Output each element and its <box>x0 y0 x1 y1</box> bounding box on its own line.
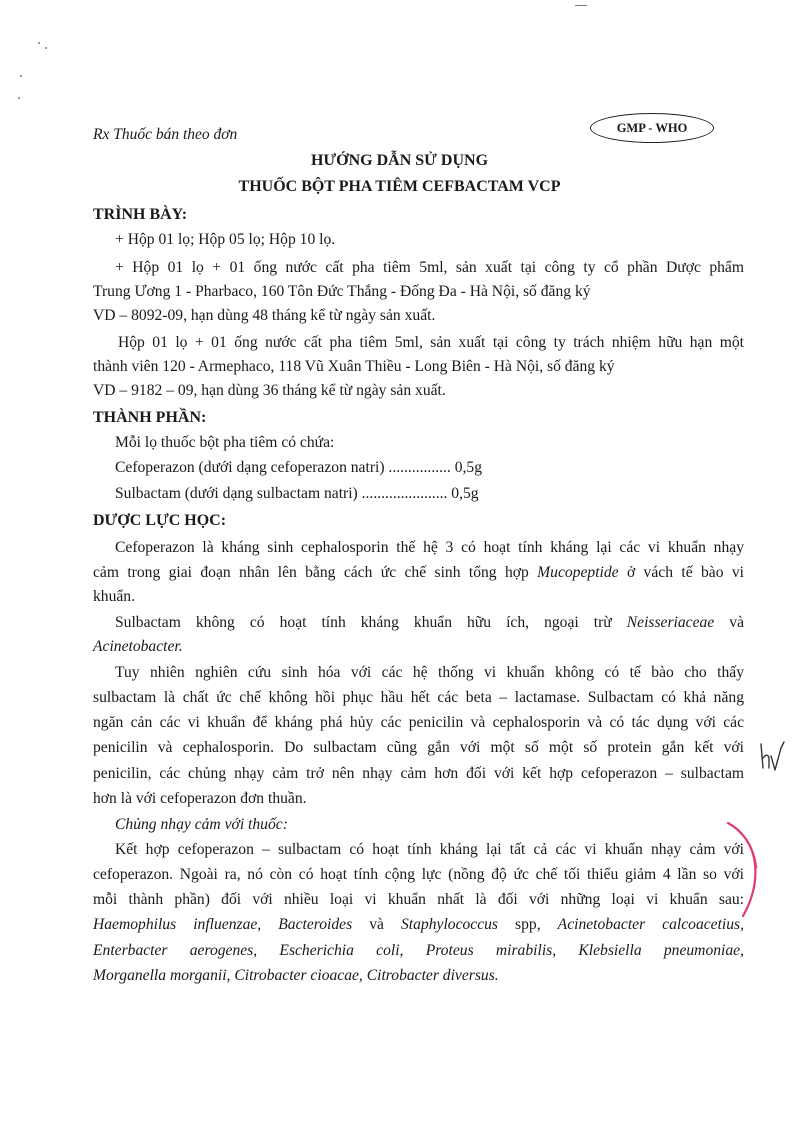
ingredient-sulbactam: Sulbactam (dưới dạng sulbactam natri) ...................... 0,5g <box>115 485 479 502</box>
section-heading-trinh-bay: TRÌNH BÀY: <box>93 206 188 223</box>
pink-pen-mark <box>725 820 765 920</box>
text-run: Sulbactam không có hoạt tính kháng khuẩn hữu ích, ngoại trừ <box>115 614 627 631</box>
text-line: sulbactam là chất ức chế không hồi phục hầu hết các beta – lactamase. Sulbactam có khả năng <box>93 689 744 706</box>
text-line: Cefoperazon là kháng sinh cephalosporin thế hệ 3 có hoạt tính kháng lại các vi khuẩn nhạy <box>115 539 744 556</box>
text-line: Hộp 01 lọ + 01 ống nước cất pha tiêm 5ml, sản xuất tại công ty trách nhiệm hữu hạn một <box>118 334 744 351</box>
text-line: thành viên 120 - Armephaco, 118 Vũ Xuân Thiều - Long Biên - Hà Nội, số đăng ký <box>93 358 615 375</box>
scan-speck <box>20 75 22 77</box>
section-heading-thanh-phan: THÀNH PHẦN: <box>93 409 207 426</box>
text-run: spp, <box>498 916 558 933</box>
text-line: + Hộp 01 lọ + 01 ống nước cất pha tiêm 5ml, sản xuất tại công ty cổ phần Dược phẩm <box>115 259 744 276</box>
text-line: cefoperazon. Ngoài ra, nó còn có hoạt tính cộng lực (nồng độ ức chế tối thiểu giảm 4 lần so với <box>93 866 744 883</box>
text-run-italic: Staphylococcus <box>401 916 498 933</box>
scan-speck <box>18 97 20 99</box>
text-run-italic: Neisseriaceae <box>626 614 715 631</box>
text-run-italic: Mucopeptide <box>537 564 619 581</box>
prescription-label: Rx Thuốc bán theo đơn <box>93 126 238 143</box>
scan-speck <box>575 5 587 6</box>
text-run: và <box>352 916 401 933</box>
text-line <box>115 613 744 633</box>
text-run-italic: Acinetobacter calcoacetius, <box>557 916 745 933</box>
document-subtitle: THUỐC BỘT PHA TIÊM CEFBACTAM VCP <box>238 178 561 195</box>
text-line: ngăn cản các vi khuẩn để kháng phá hủy các penicilin và cephalosporin và có tác dụng với các <box>93 714 744 731</box>
text-line: khuẩn. <box>93 588 136 605</box>
scan-speck <box>45 47 47 49</box>
text-line: mỗi thành phần) đối với nhiều loại vi khuẩn nhất là đối với những loại vi khuẩn sau: <box>93 891 744 908</box>
text-line: VD – 9182 – 09, hạn dùng 36 tháng kể từ ngày sản xuất. <box>93 382 446 399</box>
text-run: và <box>714 614 744 631</box>
text-line: Kết hợp cefoperazon – sulbactam có hoạt tính kháng lại tất cả các vi khuẩn nhạy cảm với <box>115 841 744 858</box>
text-line: Enterbacter aerogenes, Escherichia coli, Proteus mirabilis, Klebsiella pneumoniae, <box>93 942 744 959</box>
sub-heading-sensitive-strains: Chủng nhạy cảm với thuốc: <box>115 816 288 833</box>
text-run: ở vách tế bào vi <box>618 564 744 581</box>
text-line: Tuy nhiên nghiên cứu sinh hóa với các hệ thống vi khuẩn không có tế bào cho thấy <box>115 664 744 681</box>
text-run: cảm trong giai đoạn nhân lên bằng cách ức chế sinh tổng hợp <box>93 564 538 581</box>
text-line: Trung Ương 1 - Pharbaco, 160 Tôn Đức Thắng - Đống Đa - Hà Nội, số đăng ký <box>93 283 591 300</box>
text-line: Acinetobacter. <box>93 638 183 655</box>
text-line: Mỗi lọ thuốc bột pha tiêm có chứa: <box>115 434 335 451</box>
section-heading-duoc-luc-hoc: DƯỢC LỰC HỌC: <box>93 512 227 529</box>
text-line: + Hộp 01 lọ; Hộp 05 lọ; Hộp 10 lọ. <box>115 231 336 248</box>
scan-speck <box>38 42 40 44</box>
handwritten-initials-mark <box>757 740 791 774</box>
gmp-who-badge: GMP - WHO <box>590 113 714 143</box>
text-line: penicilin, các chủng nhạy cảm trở nên nhạy cảm hơn đối với kết hợp cefoperazon – sulbactam <box>93 765 744 782</box>
text-line: Morganella morganii, Citrobacter cioacae, Citrobacter diversus. <box>93 967 499 984</box>
text-line <box>93 563 744 583</box>
text-line <box>93 915 744 935</box>
text-run-italic: Haemophilus influenzae, Bacteroides <box>93 916 353 933</box>
ingredient-cefoperazon: Cefoperazon (dưới dạng cefoperazon natri) ................ 0,5g <box>115 459 482 476</box>
document-title: HƯỚNG DẪN SỬ DỤNG <box>310 152 489 169</box>
text-line: VD – 8092-09, hạn dùng 48 tháng kể từ ngày sản xuất. <box>93 307 436 324</box>
text-line: hơn là với cefoperazon đơn thuần. <box>93 790 307 807</box>
text-line: penicilin và cephalosporin. Do sulbactam cũng gắn với một số một số protein gắn kết với <box>93 739 744 756</box>
